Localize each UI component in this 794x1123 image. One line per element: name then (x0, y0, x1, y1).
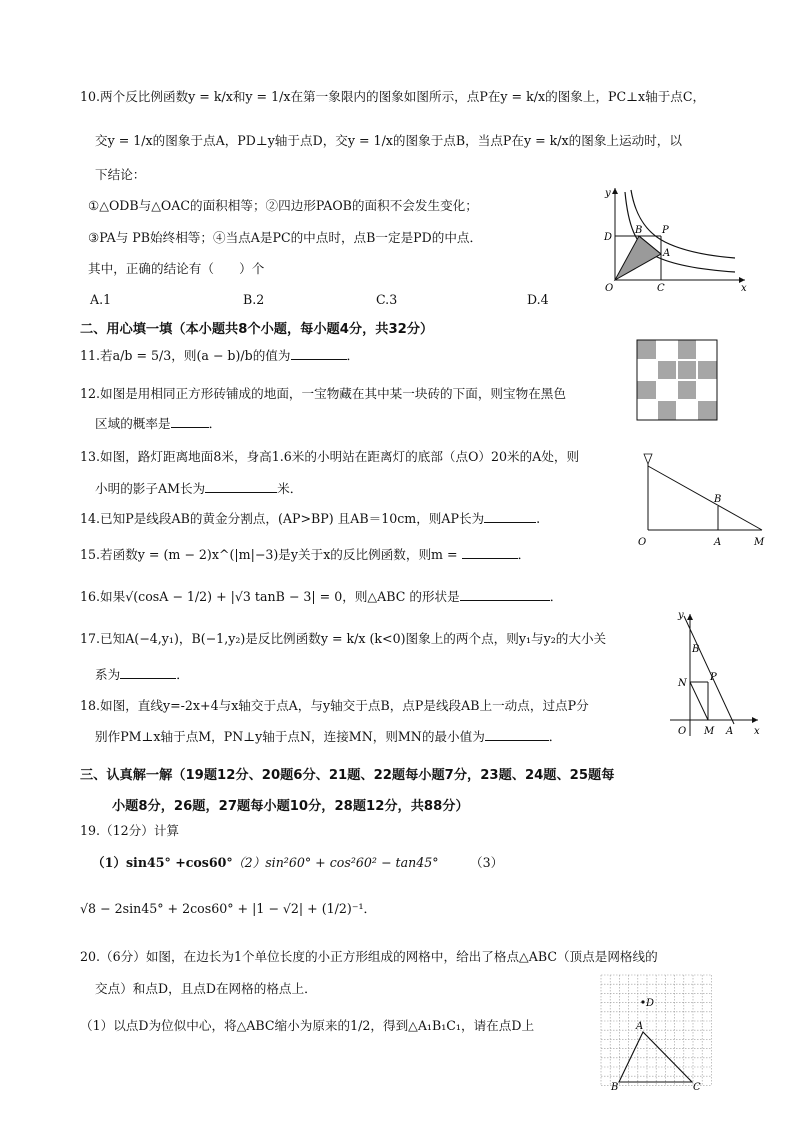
q20-line2: 交点）和点D，且点D在网格的格点上． (95, 981, 317, 996)
q10-line1: 10.两个反比例函数y = k/x和y = 1/x在第一象限内的图象如图所示，点P在y = k/x的图象上，PC⊥x轴于点C， (80, 89, 706, 104)
q12-line2 (95, 415, 221, 433)
q10-line4: ①△ODB与△OAC的面积相等；②四边形PAOB的面积不会发生变化； (88, 198, 478, 213)
section3-heading-line1: 三、认真解一解（19题12分、20题6分、21题、22题每小题7分，23题、24题、25题每 (80, 768, 615, 783)
q15-line (80, 546, 530, 564)
q11-text: 11.若a/b = 5/3，则(a − b)/b的值为 (80, 348, 291, 363)
q10-line6: 其中，正确的结论有（ ）个 (88, 261, 265, 276)
q12-text: 区域的概率是 (95, 416, 171, 431)
q13-answer-blank[interactable] (205, 480, 277, 493)
q10-fig-c-label: C (657, 283, 665, 294)
q13-line2 (95, 480, 302, 498)
q20-fig-a-label: A (636, 1021, 644, 1032)
q12-tile-grid (636, 339, 718, 421)
q17-line2 (95, 666, 189, 684)
q20-fig-b-label: B (611, 1082, 619, 1092)
q10-fig-y-label: y (605, 188, 611, 199)
q14-text: 14.已知P是线段AB的黄金分割点，(AP>BP) 且AB＝10cm，则AP长为 (80, 511, 485, 526)
q13-line1: 13.如图，路灯距离地面8米，身高1.6米的小明站在距离灯的底部（点O）20米的A处，则 (80, 449, 580, 464)
q12-end: ． (208, 416, 222, 431)
q20-line3: （1）以点D为位似中心，将△ABC缩小为原来的1/2，得到△A₁B₁C₁，请在点D上 (80, 1018, 535, 1033)
q13-fig-a-label: A (714, 537, 722, 548)
section2-heading: 二、用心填一填（本小题共8个小题，每小题4分，共32分） (80, 322, 434, 337)
q18-fig-a-label: A (726, 726, 734, 737)
q19-part2: （2）sin²60° + cos²60² − tan45° (232, 855, 439, 870)
q18-line1: 18.如图，直线y=-2x+4与x轴交于点A，与y轴交于点B，点P是线段AB上一动点，过点P分 (80, 698, 589, 713)
q10-line3: 下结论： (95, 167, 146, 182)
q16-end: ． (549, 589, 563, 604)
q18-fig-n-label: N (678, 678, 687, 689)
q16-line (80, 588, 562, 606)
q10-option-c: C.3 (376, 292, 398, 307)
q16-answer-blank[interactable] (460, 588, 550, 601)
q18-fig-b-label: B (692, 644, 700, 655)
q10-option-a: A.1 (90, 292, 112, 307)
q18-fig-p-label: P (710, 672, 717, 683)
q18-fig-x-label: x (754, 726, 760, 737)
q17-end: ． (176, 667, 189, 682)
q10-figure (595, 184, 755, 294)
section3-heading-line2: 小题8分，26题，27题每小题10分，28题12分，共88分） (112, 799, 469, 814)
q10-fig-b-label: B (635, 225, 643, 236)
q17-text: 系为 (95, 667, 121, 682)
q18-figure (666, 610, 766, 740)
q20-fig-c-label: C (693, 1082, 701, 1092)
q19-title: 19.（12分）计算 (80, 823, 180, 838)
q11-line (80, 347, 359, 365)
q10-fig-x-label: x (741, 283, 747, 294)
q10-option-d: D.4 (527, 292, 549, 307)
q20-line1: 20.（6分）如图，在边长为1个单位长度的小正方形组成的网格中，给出了格点△ABC（顶点是网格线的 (80, 949, 658, 964)
q19-part3-expression: √8 − 2sin45° + 2cos60° + |1 − √2| + (1/2)⁻¹． (80, 901, 377, 916)
q20-fig-d-label: D (646, 998, 655, 1009)
q13-end: 米． (277, 481, 303, 496)
q18-answer-blank[interactable] (485, 728, 549, 741)
q18-text: 别作PM⊥x轴于点M，PN⊥y轴于点N，连接MN，则MN的最小值为 (95, 729, 485, 744)
q10-fig-o-label: O (605, 283, 614, 294)
q13-fig-m-label: M (754, 537, 765, 548)
q10-fig-a-label: A (663, 248, 671, 259)
q13-figure (630, 450, 770, 550)
q10-fig-p-label: P (662, 225, 669, 236)
q15-end: ． (517, 547, 531, 562)
q18-end: ． (548, 729, 562, 744)
q10-line2: 交y = 1/x的图象于点A，PD⊥y轴于点D，交y = 1/x的图象于点B，当点P在y = k/x的图象上运动时，以 (95, 133, 682, 148)
q12-line1: 12.如图是用相同正方形砖铺成的地面，一宝物藏在其中某一块砖的下面，则宝物在黑色 (80, 386, 566, 401)
q15-answer-blank[interactable] (462, 546, 518, 559)
q10-fig-d-label: D (604, 232, 613, 243)
q15-text: 15.若函数y = (m − 2)x^(|m|−3)是y关于x的反比例函数，则m = (80, 547, 458, 562)
q13-text: 小明的影子AM长为 (95, 481, 206, 496)
q18-fig-m-label: M (704, 726, 715, 737)
q13-fig-o-label: O (638, 537, 647, 548)
q19-part3-label: （3） (470, 855, 504, 870)
q16-text: 16.如果√(cosA − 1/2) + |√3 tanB − 3| = 0，则△ABC 的形状是 (80, 589, 460, 604)
q20-grid-figure (598, 972, 718, 1092)
q14-line (80, 510, 540, 528)
q10-line5: ③PA与 PB始终相等；④当点A是PC的中点时，点B一定是PD的中点． (88, 230, 483, 245)
q19-part1: （1）sin45° +cos60° (92, 855, 233, 870)
q14-end: . (536, 511, 541, 526)
q12-answer-blank[interactable] (171, 415, 209, 428)
q11-end: ． (346, 348, 360, 363)
q18-fig-o-label: O (678, 726, 687, 737)
q14-answer-blank[interactable] (484, 510, 536, 523)
q18-fig-y-label: y (678, 610, 684, 621)
q10-option-b: B.2 (243, 292, 265, 307)
q18-line2 (95, 728, 561, 746)
q17-line1: 17.已知A(−4,y₁)，B(−1,y₂)是反比例函数y = k/x (k<0)图象上的两个点，则y₁与y₂的大小关 (80, 631, 607, 646)
q13-fig-b-label: B (714, 494, 722, 505)
q17-answer-blank[interactable] (120, 666, 176, 679)
q11-answer-blank[interactable] (291, 347, 347, 360)
